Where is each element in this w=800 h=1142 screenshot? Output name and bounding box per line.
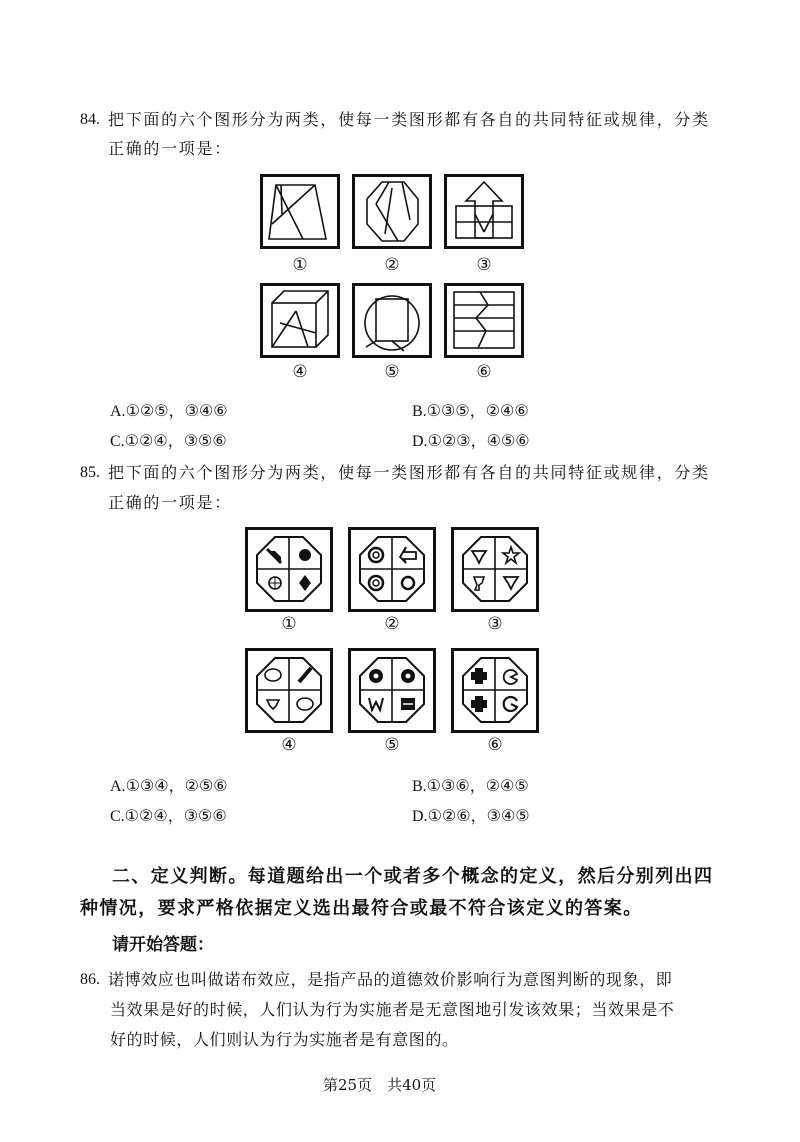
section-heading-line1: 二、定义判断。每道题给出一个或者多个概念的定义，然后分别列出四	[112, 866, 714, 887]
q85-figure-5	[348, 648, 436, 733]
q85-label-5: ⑤	[384, 735, 400, 755]
q85-figure-2	[348, 527, 436, 612]
q84-label-1: ①	[292, 255, 308, 275]
q86-number: 86.	[80, 971, 100, 988]
q85-option-d[interactable]: D.①②⑥，③④⑤	[412, 806, 530, 825]
q84-option-a[interactable]: A.①②⑤，③④⑥	[110, 401, 228, 420]
q84-label-2: ②	[384, 255, 400, 275]
q84-stem-line1: 把下面的六个图形分为两类，使每一类图形都有各自的共同特征或规律，分类	[108, 110, 710, 129]
q85-stem-line1: 把下面的六个图形分为两类，使每一类图形都有各自的共同特征或规律，分类	[108, 463, 710, 482]
q84-figure-5	[352, 283, 432, 358]
q86-text-line3: 好的时候，人们则认为行为实施者是有意图的。	[110, 1030, 459, 1049]
q84-figure-1	[260, 174, 340, 249]
q85-label-2: ②	[384, 614, 400, 634]
q85-figure-4	[245, 648, 333, 733]
q85-figure-1	[245, 527, 333, 612]
q85-stem-line2: 正确的一项是：	[108, 493, 232, 512]
q85-option-a[interactable]: A.①③④，②⑤⑥	[110, 776, 228, 795]
q84-label-6: ⑥	[476, 362, 492, 382]
section-heading-line2: 种情况，要求严格依据定义选出最符合或最不符合该定义的答案。	[80, 898, 643, 919]
q84-figure-2	[352, 174, 432, 249]
q85-option-c[interactable]: C.①②④，③⑤⑥	[110, 806, 227, 825]
q84-figure-6	[444, 283, 524, 358]
page-footer: 第25页 共40页	[323, 1076, 437, 1094]
q85-option-b[interactable]: B.①③⑥，②④⑤	[412, 776, 529, 795]
section-start-prompt: 请开始答题：	[112, 935, 214, 955]
q84-stem-line2: 正确的一项是：	[108, 139, 232, 158]
q86-text-line1: 诺博效应也叫做诺布效应，是指产品的道德效价影响行为意图判断的现象，即	[108, 970, 673, 989]
q85-label-3: ③	[487, 614, 503, 634]
q85-label-4: ④	[281, 735, 297, 755]
q85-number: 85.	[80, 464, 100, 481]
q85-figure-6	[451, 648, 539, 733]
q85-label-6: ⑥	[487, 735, 503, 755]
q85-label-1: ①	[281, 614, 297, 634]
q84-option-c[interactable]: C.①②④，③⑤⑥	[110, 431, 227, 450]
q84-label-3: ③	[476, 255, 492, 275]
q84-figure-4	[260, 283, 340, 358]
q84-label-5: ⑤	[384, 362, 400, 382]
q85-figure-3	[451, 527, 539, 612]
q84-option-b[interactable]: B.①③⑤，②④⑥	[412, 401, 529, 420]
q84-option-d[interactable]: D.①②③，④⑤⑥	[412, 431, 530, 450]
q86-text-line2: 当效果是好的时候，人们认为行为实施者是无意图地引发该效果；当效果是不	[110, 1000, 675, 1019]
q84-label-4: ④	[292, 362, 308, 382]
q84-figure-3	[444, 174, 524, 249]
q84-number: 84.	[80, 111, 100, 128]
